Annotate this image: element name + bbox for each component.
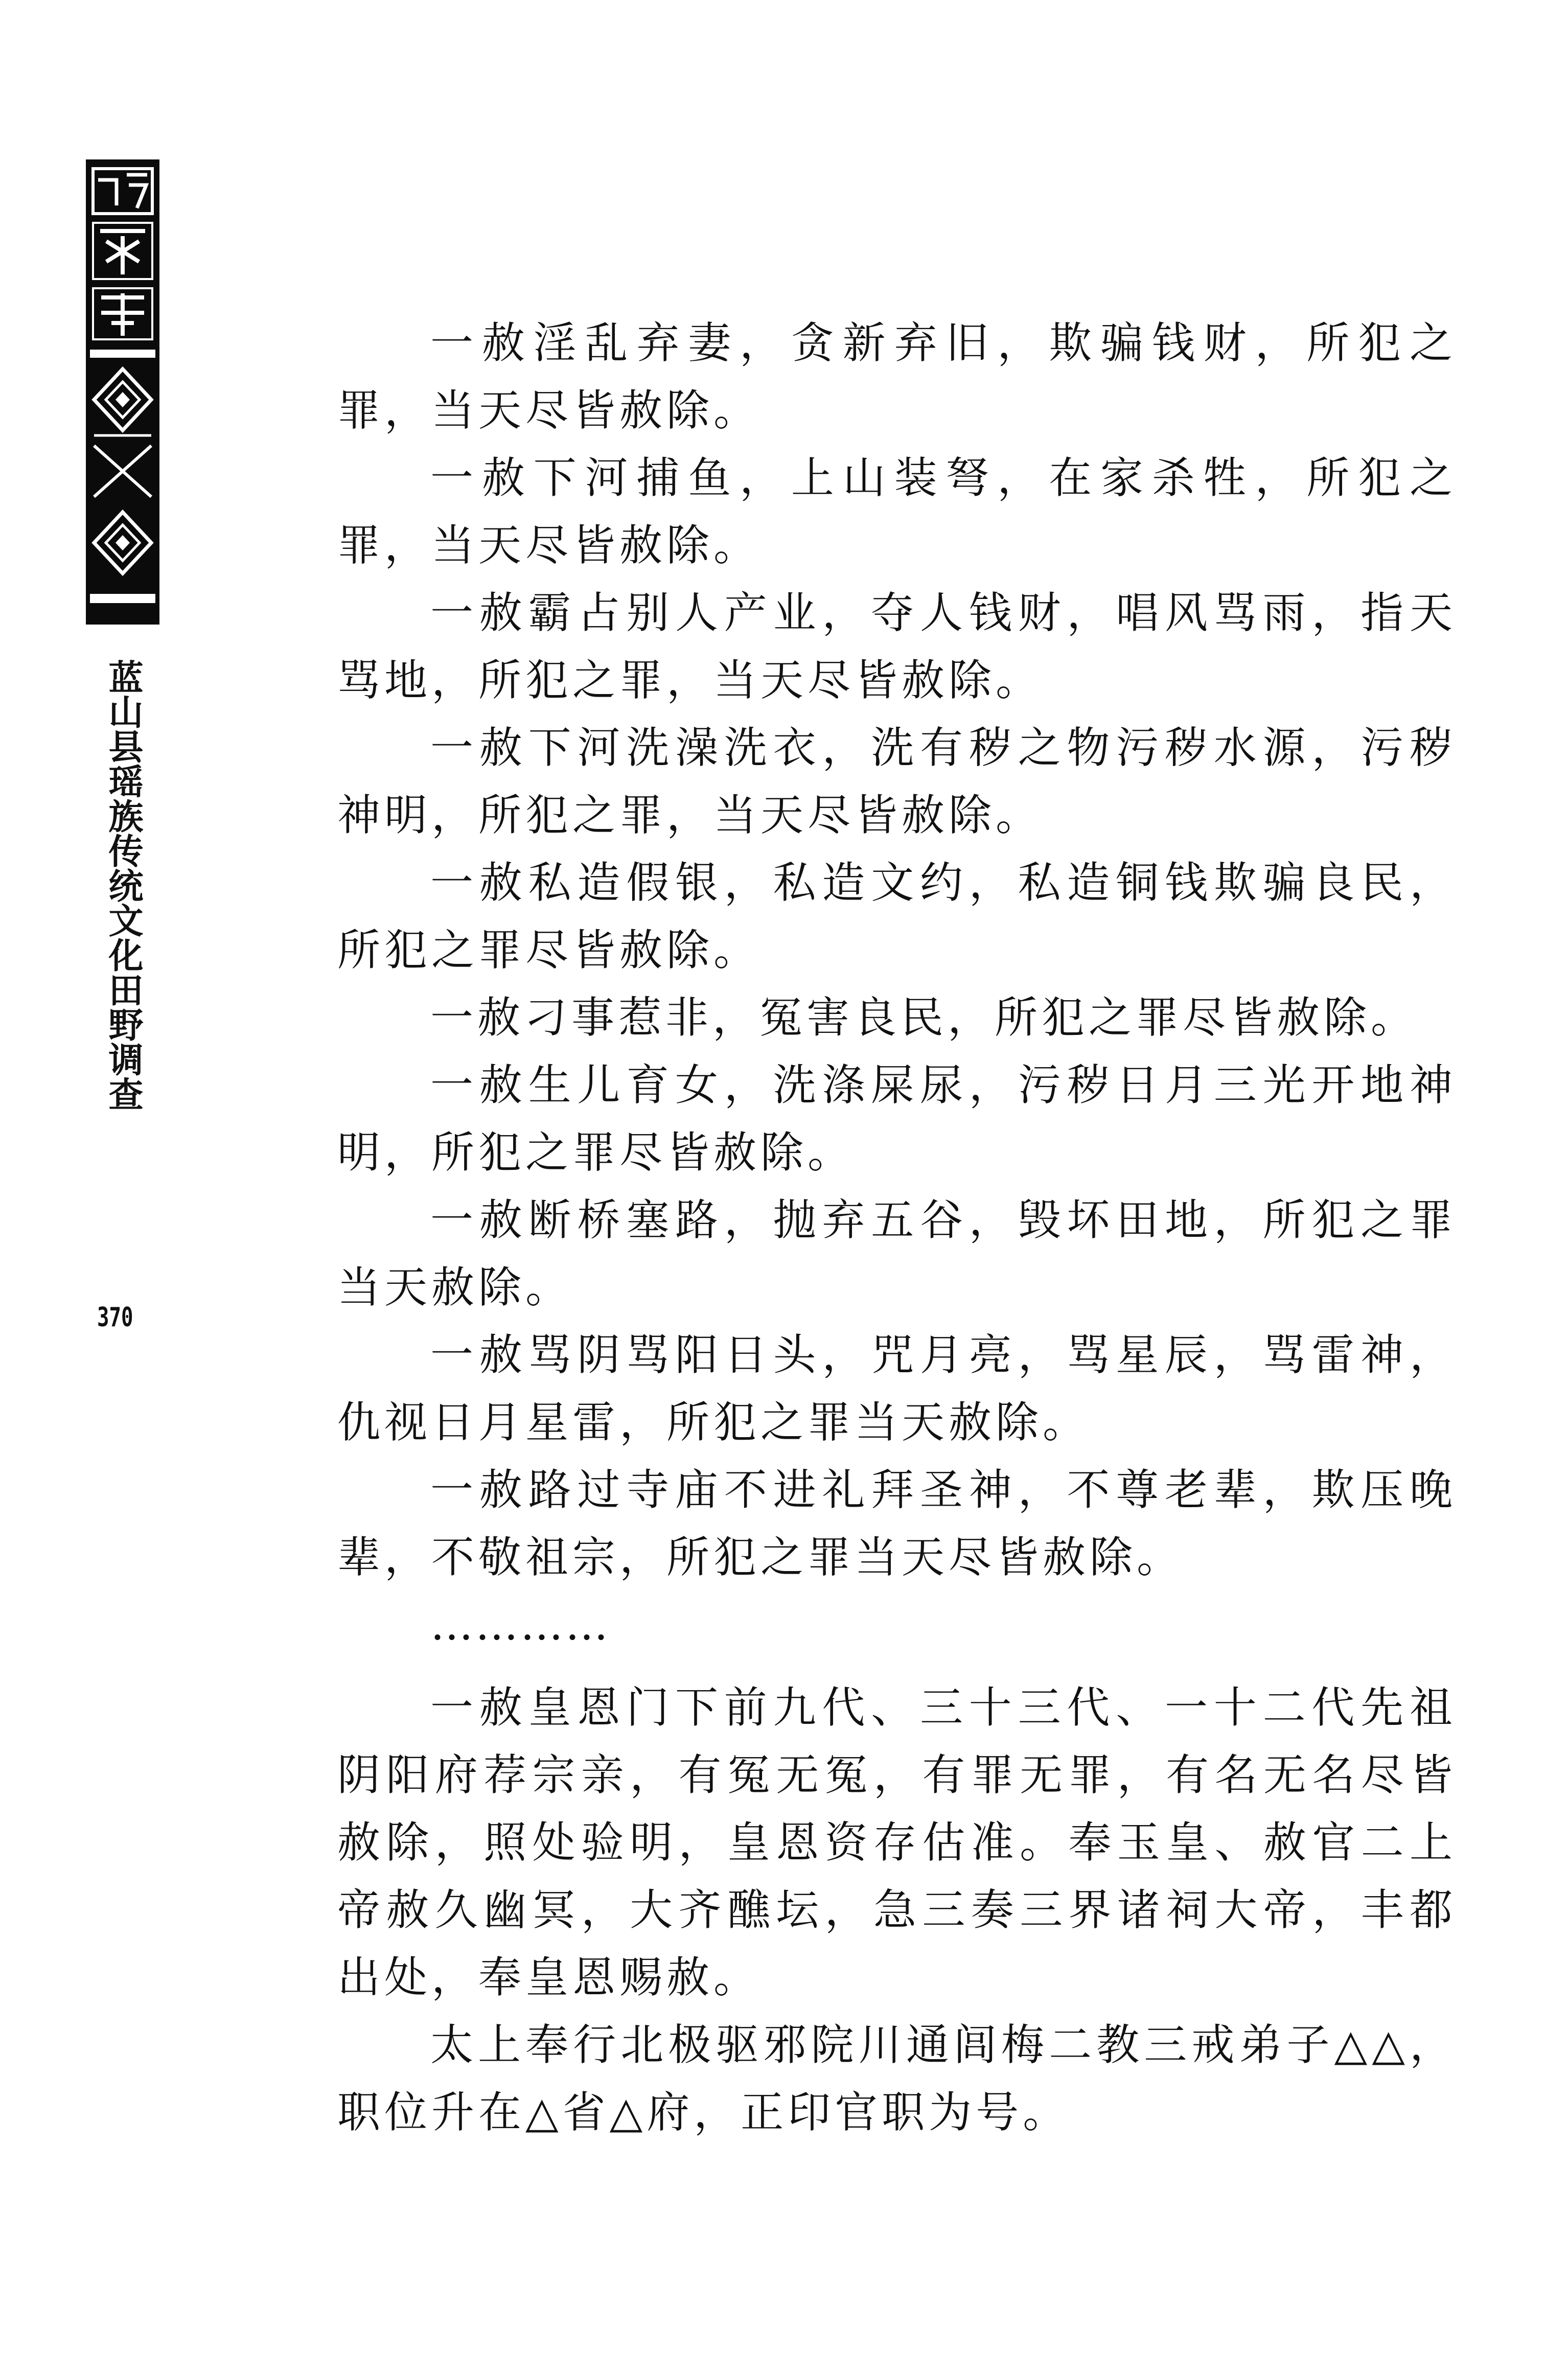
- paragraph: 一赦生儿育女，洗涤屎尿，污秽日月三光开地神明，所犯之罪尽皆赦除。: [337, 1060, 1457, 1178]
- closing-paragraph: 一赦皇恩门下前九代、三十三代、一十二代先祖阴阳府荐宗亲，有冤无冤，有罪无罪，有名无名尽皆赦除，照处验明，皇恩资存估准。奉玉皇、赦官二上帝赦久幽冥，大齐醮坛，急三奏三界诸祠大帝，丰都出处，奉皇恩赐赦。: [337, 1682, 1457, 2002]
- paragraph: 一赦骂阴骂阳日头，咒月亮，骂星辰，骂雷神，仇视日月星雷，所犯之罪当天赦除。: [337, 1330, 1457, 1447]
- paragraph: 一赦断桥塞路，抛弃五谷，毁坏田地，所犯之罪当天赦除。: [337, 1195, 1457, 1312]
- decorative-band: [86, 159, 159, 625]
- book-title: 蓝山县瑶族传统文化田野调查: [103, 659, 143, 1111]
- paragraph: 一赦霸占别人产业，夺人钱财，唱风骂雨，指天骂地，所犯之罪，当天尽皆赦除。: [337, 588, 1457, 705]
- page-number: 370: [97, 1302, 133, 1333]
- ellipsis: …………: [430, 1600, 610, 1650]
- paragraph: 一赦私造假银，私造文约，私造铜钱欺骗良民，所犯之罪尽皆赦除。: [337, 858, 1457, 975]
- paragraph: 一赦刁事惹非，冤害良民，所犯之罪尽皆赦除。: [430, 993, 1418, 1043]
- paragraph: 一赦下河洗澡洗衣，洗有秽之物污秽水源，污秽神明，所犯之罪，当天尽皆赦除。: [337, 723, 1457, 840]
- page-body: [337, 309, 1457, 2146]
- paragraph: 一赦淫乱弃妻，贪新弃旧，欺骗钱财，所犯之罪，当天尽皆赦除。: [337, 318, 1457, 435]
- paragraph: 一赦路过寺庙不进礼拜圣神，不尊老辈，欺压晚辈，不敬祖宗，所犯之罪当天尽皆赦除。: [337, 1465, 1457, 1582]
- paragraph: 一赦下河捕鱼，上山装弩，在家杀牲，所犯之罪，当天尽皆赦除。: [337, 453, 1457, 570]
- closing-paragraph: 太上奉行北极驱邪院川通闾梅二教三戒弟子△△，职位升在△省△府，正印官职为号。: [337, 2020, 1457, 2137]
